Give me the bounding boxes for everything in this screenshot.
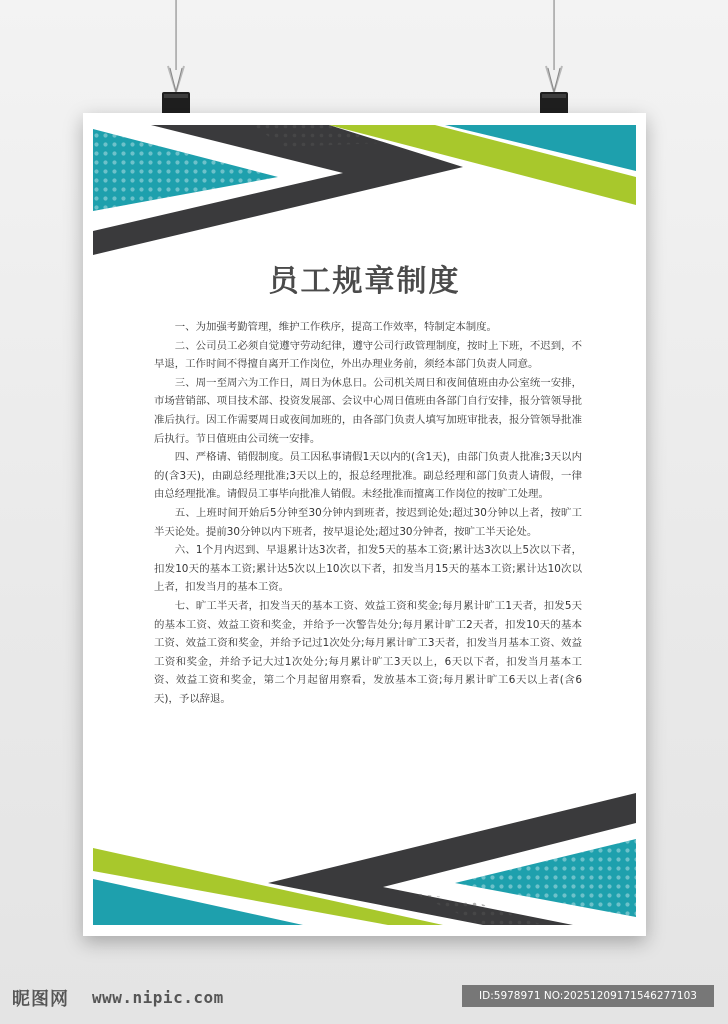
hanging-wire-left	[175, 0, 177, 70]
bottom-geometric-decoration	[83, 783, 646, 936]
rule-paragraph: 一、为加强考勤管理，维护工作秩序，提高工作效率，特制定本制度。	[174, 321, 497, 333]
rule-paragraph: 五、上班时间开始后5分钟至30分钟内到班者，按迟到论处;超过30分钟以上者，按旷工半天论处。提前30分钟以内下班者，按早退论处;超过30分钟者，按旷工半天论处。	[154, 506, 582, 538]
watermark-brand: 昵图网	[12, 989, 69, 1010]
rule-paragraph: 七、旷工半天者，扣发当天的基本工资、效益工资和奖金;每月累计旷工1天者，扣发5天的基本工资、效益工资和奖金，并给予一次警告处分;每月累计旷工2天者，扣发10天的基本工资、效益工资和奖金，并给予记过1次处分;每月累计旷工3天者，扣发当月基本工资、效益工资和奖金，并给予记大过1次处分;每月累计旷工3天以上，6天以下者，扣发当月基本工资、效益工资和奖金，第二个月起留用察看，发放基本工资;每月累计旷工6天以上者(含6天)，予以辞退。	[154, 599, 582, 705]
poster-sheet	[83, 113, 646, 936]
rule-paragraph: 六、1个月内迟到、早退累计达3次者，扣发5天的基本工资;累计达3次以上5次以下者，扣发10天的基本工资;累计达5次以上10次以下者，扣发当月15天的基本工资;累计达10次以上者，扣发当月的基本工资。	[154, 544, 582, 594]
rule-paragraph: 二、公司员工必须自觉遵守劳动纪律，遵守公司行政管理制度，按时上下班，不迟到，不早退，工作时间不得擅自离开工作岗位，外出办理业务前，须经本部门负责人同意。	[154, 339, 582, 371]
watermark-id-badge: ID:5978971 NO:20251209171546277103	[462, 985, 714, 1007]
rule-paragraph: 四、严格请、销假制度。员工因私事请假1天以内的(含1天)，由部门负责人批准;3天以内的(含3天)，由副总经理批准;3天以上的，报总经理批准。副总经理和部门负责人请假，一律由总经理批准。请假员工事毕向批准人销假。未经批准而擅离工作岗位的按旷工处理。	[154, 451, 582, 501]
document-body	[154, 318, 582, 708]
binder-clip-icon	[536, 62, 572, 118]
rule-paragraph: 三、周一至周六为工作日，周日为休息日。公司机关周日和夜间值班由办公室统一安排，市场营销部、项目技术部、投资发展部、会议中心周日值班由各部门自行安排，报分管领导批准后执行。因工作需要周日或夜间加班的，由各部门负责人填写加班审批表，报分管领导批准后执行。节日值班由公司统一安排。	[154, 376, 582, 445]
hanging-wire-right	[553, 0, 555, 70]
binder-clip-icon	[158, 62, 194, 118]
top-geometric-decoration	[83, 113, 646, 258]
document-title: 员工规章制度	[268, 264, 461, 299]
watermark-site-link[interactable]: www.nipic.com	[92, 988, 224, 1007]
